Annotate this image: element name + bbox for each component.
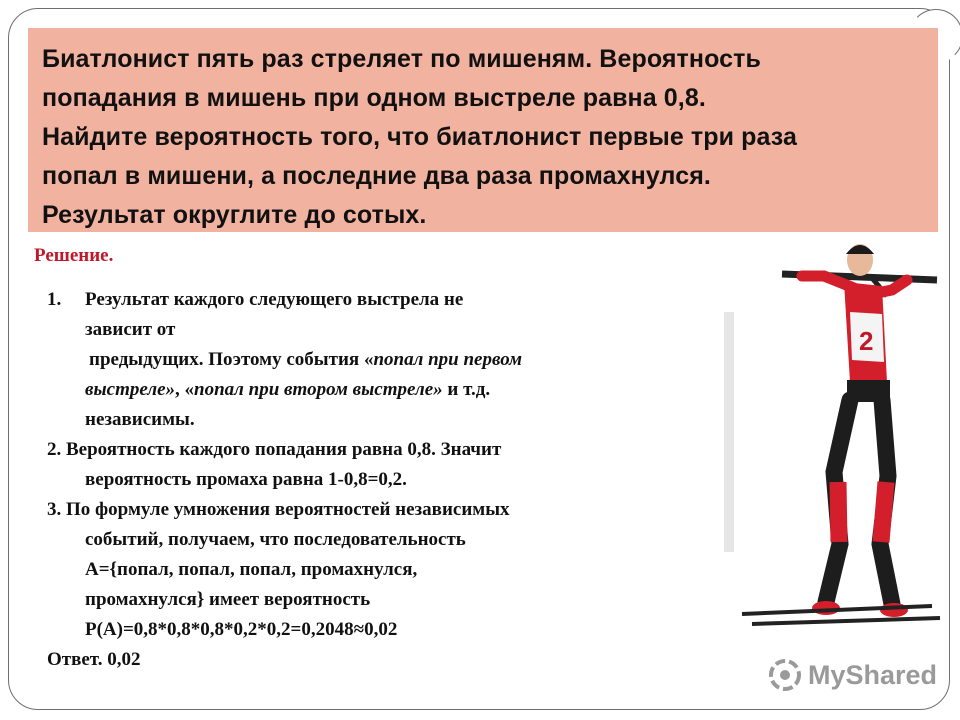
problem-line: попадания в мишень при одном выстреле равна 0,8. [42, 84, 706, 112]
solution-steps [47, 285, 717, 675]
step-2-line: вероятность промаха равна 1-0,8=0,2. [85, 469, 407, 490]
step-text: предыдущих. Поэтому события « [89, 349, 374, 370]
event-name: выстреле» [85, 379, 176, 400]
step-2-line: 2. Вероятность каждого попадания равна 0,8. Значит [47, 439, 502, 460]
step-1-line [47, 375, 717, 405]
step-1-line [47, 345, 717, 375]
step-3-line: событий, получаем, что последовательность [85, 529, 466, 550]
myshared-logo-icon [768, 658, 802, 692]
problem-line: Результат округлите до сотых. [42, 201, 427, 229]
problem-statement [28, 28, 938, 232]
step-1-line: зависит от [85, 319, 176, 340]
solution-heading: Решение. [34, 245, 114, 266]
problem-line: попал в мишени, а последние два раза промахнулся. [42, 162, 711, 190]
step-number: 1. [47, 289, 62, 310]
step-3-line: промахнулся} имеет вероятность [85, 589, 371, 610]
svg-text:2: 2 [859, 326, 874, 356]
step-3-line: P(A)=0,8*0,8*0,8*0,2*0,2=0,2048≈0,02 [85, 619, 398, 640]
problem-line: Найдите вероятность того, что биатлонист первые три раза [42, 123, 797, 151]
biathlete-illustration [722, 232, 942, 642]
step-1-line [47, 285, 717, 315]
myshared-watermark [768, 655, 937, 695]
step-3-line: A={попал, попал, попал, промахнулся, [85, 559, 418, 580]
step-1-line: независимы. [85, 409, 195, 430]
watermark-text: MyShared [808, 659, 938, 690]
problem-line: Биатлонист пять раз стреляет по мишеням. Вероятность [42, 45, 761, 73]
step-text: , « [175, 379, 195, 400]
answer-line: Ответ. 0,02 [47, 649, 141, 670]
event-name: попал при первом [373, 349, 523, 370]
step-3-line: 3. По формуле умножения вероятностей независимых [47, 499, 510, 520]
event-name: попал при втором выстреле» [194, 379, 443, 400]
step-text: Результат каждого следующего выстрела не [85, 289, 464, 310]
step-text: и т.д. [442, 379, 491, 400]
